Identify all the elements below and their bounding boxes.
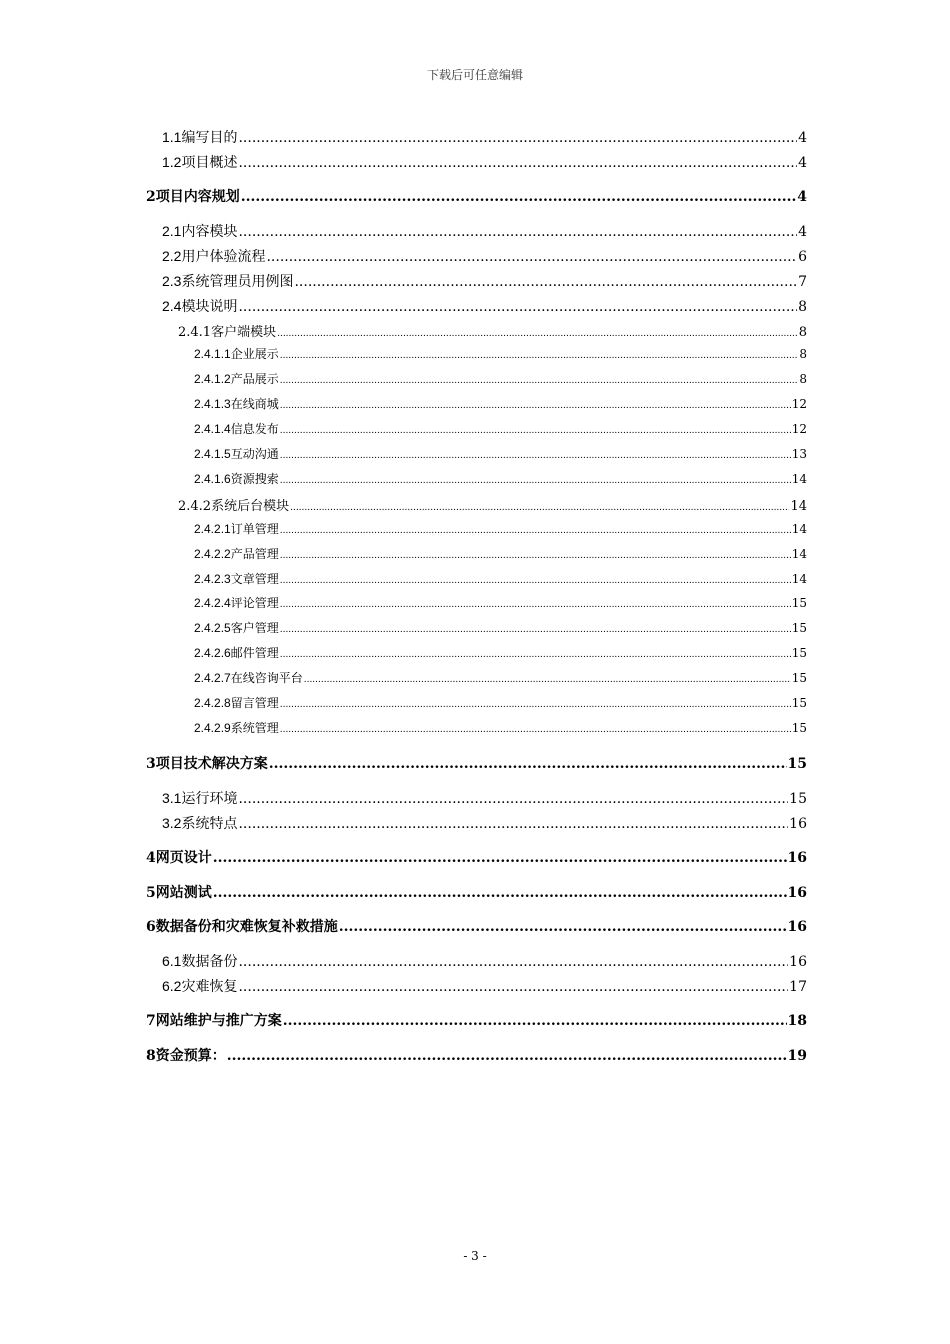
toc-entry[interactable] (194, 694, 807, 711)
toc-entry-title: 运行环境 (181, 790, 238, 807)
toc-entry[interactable] (194, 345, 807, 362)
toc-entry-page: 6 (798, 248, 807, 265)
toc-entry-title: 邮件管理 (230, 646, 279, 661)
toc-leader-dots (294, 274, 797, 290)
toc-entry[interactable] (146, 1010, 807, 1030)
toc-entry[interactable] (162, 813, 807, 833)
toc-entry-number: 2.4.2.6 (194, 646, 231, 661)
toc-leader-dots (339, 919, 787, 935)
toc-entry-number: 7 (146, 1013, 156, 1030)
toc-entry-title: 系统管理 (230, 720, 279, 735)
toc-leader-dots (280, 547, 791, 561)
toc-leader-dots (280, 621, 791, 635)
toc-entry-page: 4 (798, 130, 807, 146)
toc-leader-dots (238, 816, 788, 832)
toc-leader-dots (238, 224, 797, 240)
toc-leader-dots (227, 1048, 787, 1064)
toc-entry-title: 客户端模块 (211, 324, 277, 340)
toc-leader-dots (238, 979, 788, 995)
toc-entry-page: 16 (789, 953, 807, 970)
toc-leader-dots (213, 885, 787, 901)
toc-entry-number: 1.2 (162, 153, 182, 170)
toc-leader-dots (280, 696, 791, 710)
toc-entry-number: 2 (146, 189, 156, 206)
toc-leader-dots (238, 954, 788, 970)
toc-entry-title: 项目内容规划 (155, 189, 240, 206)
toc-entry-title: 产品管理 (230, 546, 279, 561)
toc-entry-number: 6.1 (162, 952, 182, 969)
toc-entry[interactable] (162, 951, 807, 971)
toc-entry[interactable] (146, 186, 807, 206)
toc-leader-dots (280, 372, 799, 386)
toc-entry-page: 16 (787, 850, 807, 867)
toc-entry-page: 14 (791, 521, 807, 536)
toc-entry-page: 14 (791, 471, 807, 486)
toc-entry-title: 网页设计 (155, 850, 212, 867)
toc-entry-title: 编写目的 (181, 130, 238, 146)
toc-leader-dots (280, 646, 791, 660)
toc-entry-number: 3 (146, 756, 156, 773)
toc-entry-title: 客户管理 (230, 621, 279, 636)
toc-entry-title: 数据备份和灾难恢复补救措施 (155, 919, 338, 936)
toc-entry-number: 2.4.2.1 (194, 521, 231, 536)
toc-entry-title: 内容模块 (181, 223, 238, 240)
toc-entry-number: 2.4.2 (178, 498, 212, 514)
toc-leader-dots (280, 596, 791, 610)
toc-entry-number: 2.4.1.5 (194, 447, 231, 461)
toc-leader-dots (238, 299, 797, 315)
toc-entry-number: 2.4 (162, 297, 182, 314)
toc-entry[interactable] (194, 370, 807, 387)
page-number: - 3 - (463, 1249, 487, 1263)
toc-entry-page: 16 (789, 815, 807, 832)
toc-entry[interactable] (162, 221, 807, 241)
toc-entry-page: 18 (787, 1013, 807, 1030)
toc-entry[interactable] (178, 321, 807, 340)
toc-entry[interactable] (194, 719, 807, 736)
toc-leader-dots (241, 189, 797, 205)
toc-entry-title: 资源搜索 (230, 471, 279, 486)
toc-leader-dots (280, 347, 799, 361)
toc-entry-number: 2.4.1 (178, 324, 212, 340)
toc-entry-page: 15 (791, 720, 807, 735)
toc-entry-title: 评论管理 (230, 596, 279, 611)
toc-leader-dots (280, 422, 791, 436)
toc-entry[interactable] (194, 669, 807, 686)
toc-entry[interactable] (194, 395, 807, 412)
toc-entry-page: 15 (791, 671, 807, 686)
toc-entry[interactable] (162, 246, 807, 266)
toc-entry[interactable] (194, 470, 807, 487)
toc-leader-dots (280, 721, 791, 735)
toc-entry-page: 17 (789, 978, 807, 995)
toc-leader-dots (238, 791, 788, 807)
toc-leader-dots (280, 522, 791, 536)
toc-entry-page: 16 (787, 919, 807, 936)
toc-entry-page: 15 (791, 696, 807, 710)
toc-entry-number: 2.4.2.8 (194, 696, 231, 710)
toc-entry-page: 4 (798, 154, 807, 171)
toc-entry-page: 19 (787, 1047, 807, 1064)
toc-leader-dots (280, 572, 791, 586)
toc-entry-title: 产品展示 (230, 372, 279, 387)
toc-leader-dots (280, 472, 791, 486)
toc-entry[interactable] (146, 1045, 807, 1065)
toc-leader-dots (280, 397, 791, 411)
toc-entry-title: 系统管理员用例图 (181, 273, 294, 290)
toc-entry-title: 在线商城 (230, 397, 279, 412)
toc-entry[interactable] (146, 882, 807, 902)
toc-entry-number: 2.4.2.7 (194, 671, 231, 686)
toc-entry-number: 2.4.1.6 (194, 471, 231, 486)
toc-entry-number: 2.4.1.3 (194, 397, 231, 412)
toc-entry-number: 3.2 (162, 814, 182, 831)
toc-entry-number: 5 (146, 884, 156, 901)
toc-entry-page: 7 (798, 273, 807, 290)
toc-entry-number: 2.4.1.4 (194, 422, 231, 437)
toc-entry-number: 3.1 (162, 789, 182, 806)
toc-entry-number: 2.4.2.4 (194, 596, 231, 611)
toc-entry-title: 文章管理 (230, 571, 279, 586)
toc-entry[interactable] (162, 152, 807, 172)
toc-entry-number: 2.4.2.2 (194, 546, 231, 561)
toc-entry-number: 2.2 (162, 247, 182, 264)
toc-entry-number: 8 (146, 1047, 156, 1064)
toc-entry-number: 2.4.1.2 (194, 372, 231, 387)
toc-entry-page: 8 (799, 372, 807, 387)
toc-entry-title: 互动沟通 (230, 447, 279, 461)
toc-entry-number: 6.2 (162, 977, 182, 994)
toc-entry-number: 2.4.1.1 (194, 347, 231, 362)
toc-entry-number: 1.1 (162, 129, 182, 145)
toc-entry[interactable] (162, 127, 807, 147)
toc-entry-title: 项目概述 (181, 154, 238, 171)
toc-entry-page: 15 (791, 621, 807, 636)
toc-entry[interactable] (162, 271, 807, 291)
toc-entry-title: 项目技术解决方案 (155, 756, 268, 773)
toc-leader-dots (277, 325, 798, 340)
toc-entry[interactable] (194, 420, 807, 437)
toc-leader-dots (238, 155, 797, 171)
toc-entry-title: 数据备份 (181, 953, 238, 970)
toc-entry-title: 留言管理 (230, 696, 279, 710)
toc-entry-title: 系统后台模块 (211, 498, 290, 514)
toc-entry-number: 2.4.2.5 (194, 621, 231, 636)
toc-entry-title: 资金预算： (155, 1047, 226, 1064)
toc-entry-title: 网站测试 (155, 884, 212, 901)
toc-entry-number: 6 (146, 919, 156, 936)
toc-entry-page: 4 (797, 189, 807, 206)
toc-entry-page: 8 (799, 347, 807, 362)
toc-entry-title: 灾难恢复 (181, 978, 238, 995)
toc-entry[interactable] (194, 445, 807, 462)
toc-entry[interactable] (194, 594, 807, 611)
toc-entry-title: 订单管理 (230, 521, 279, 536)
toc-entry-page: 14 (791, 546, 807, 561)
toc-entry-title: 在线咨询平台 (230, 671, 303, 686)
toc-leader-dots (290, 499, 789, 514)
toc-leader-dots (280, 447, 791, 461)
toc-leader-dots (269, 756, 787, 772)
toc-entry-page: 4 (798, 223, 807, 240)
toc-entry-page: 12 (791, 422, 807, 437)
toc-entry-page: 14 (791, 571, 807, 586)
toc-entry-title: 系统特点 (181, 815, 238, 832)
toc-entry-page: 15 (791, 646, 807, 661)
toc-entry[interactable] (146, 916, 807, 936)
toc-entry-page: 15 (787, 756, 807, 773)
toc-entry-page: 8 (798, 324, 807, 340)
toc-leader-dots (283, 1013, 787, 1029)
toc-entry[interactable] (162, 296, 807, 316)
toc-entry-page: 12 (791, 397, 807, 412)
toc-entry-number: 2.4.2.9 (194, 720, 231, 735)
toc-entry-page: 15 (789, 790, 807, 807)
toc-entry[interactable] (194, 644, 807, 661)
toc-entry[interactable] (194, 520, 807, 537)
toc-entry-title: 网站维护与推广方案 (155, 1013, 282, 1030)
toc-entry-title: 企业展示 (230, 347, 279, 362)
toc-entry-page: 8 (798, 298, 807, 315)
toc-entry-number: 2.1 (162, 222, 182, 239)
toc-entry-page: 13 (791, 447, 807, 461)
toc-entry-number: 2.4.2.3 (194, 571, 231, 586)
toc-entry[interactable] (178, 495, 807, 514)
toc-leader-dots (213, 850, 787, 866)
toc-entry-page: 16 (787, 884, 807, 901)
toc-entry[interactable] (194, 545, 807, 562)
toc-entry[interactable] (146, 753, 807, 773)
toc-entry-number: 2.3 (162, 272, 182, 289)
toc-entry-page: 15 (791, 596, 807, 611)
toc-entry-title: 用户体验流程 (181, 248, 266, 265)
toc-leader-dots (266, 249, 797, 265)
toc-entry-title: 信息发布 (230, 422, 279, 437)
toc-entry[interactable] (194, 619, 807, 636)
page-header: 下载后可任意编辑 (426, 68, 523, 82)
toc-leader-dots (238, 130, 797, 146)
toc-entry-title: 模块说明 (181, 298, 238, 315)
toc-entry[interactable] (162, 976, 807, 996)
toc-leader-dots (304, 671, 791, 685)
toc-entry-number: 4 (146, 850, 156, 867)
toc-entry-page: 14 (790, 498, 807, 514)
toc-entry[interactable] (146, 847, 807, 867)
toc-entry[interactable] (162, 788, 807, 808)
toc-entry[interactable] (194, 570, 807, 587)
